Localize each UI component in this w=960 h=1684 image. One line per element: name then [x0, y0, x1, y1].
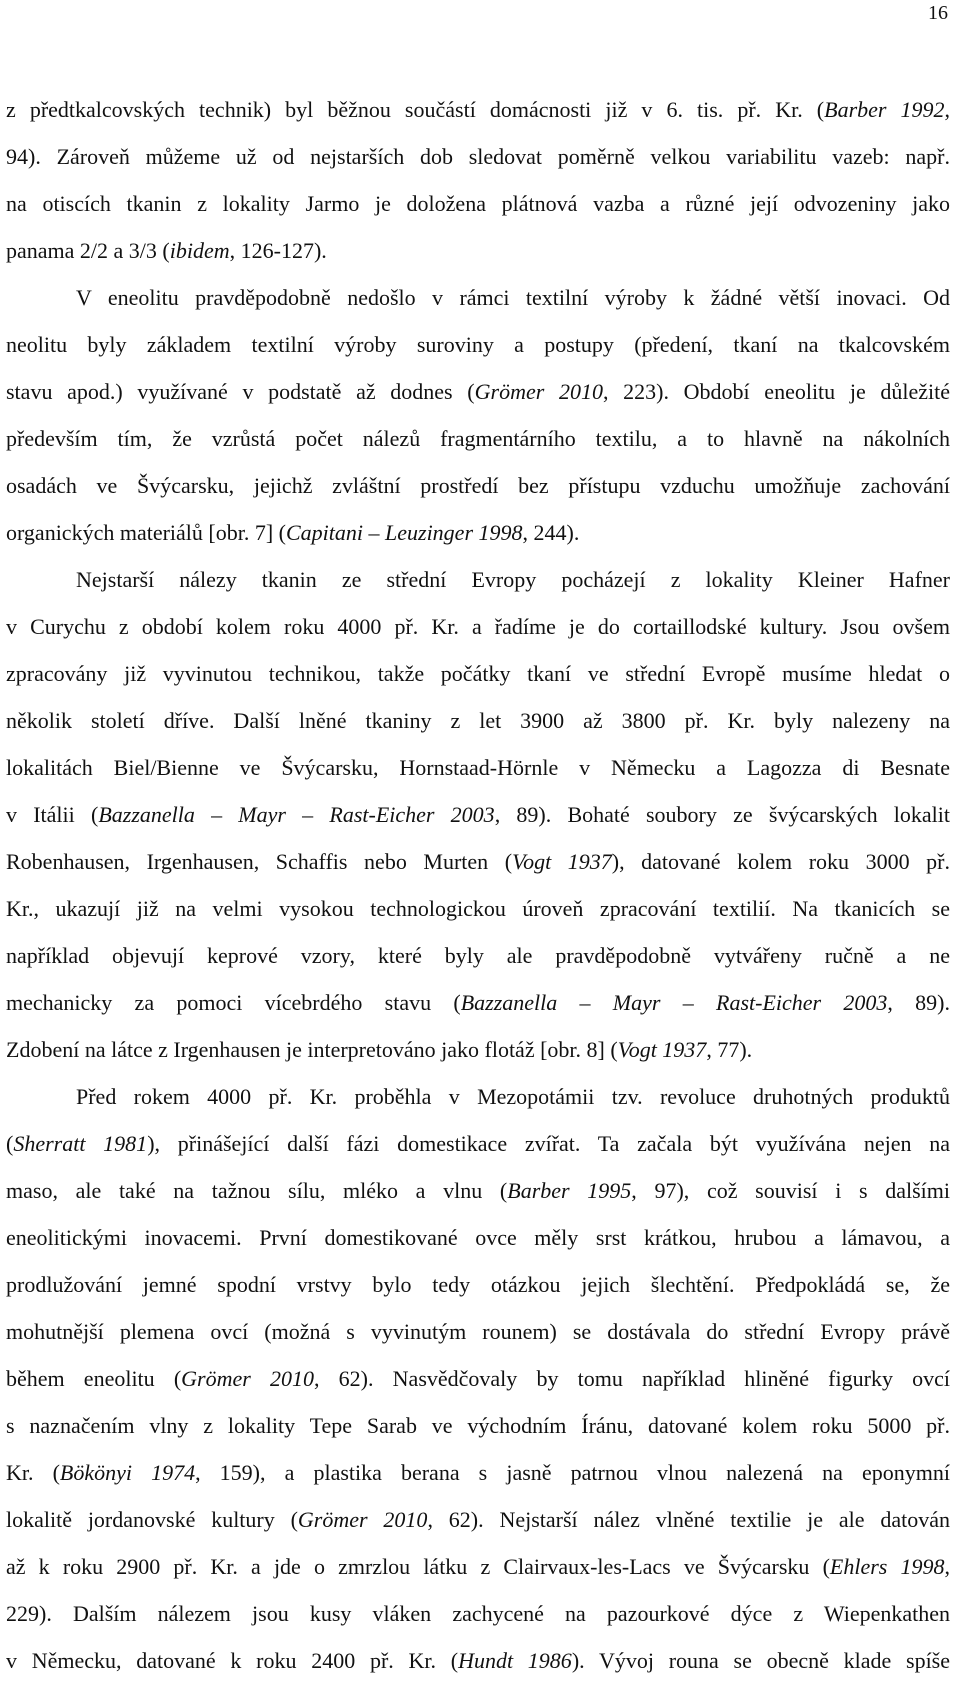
text-line: v Curychu z období kolem roku 4000 př. Kr. a řadíme je do cortaillodské kultury. Jsou ovšem [6, 614, 950, 639]
text-line: organických materiálů [obr. 7] (Capitani – Leuzinger 1998, 244). [6, 520, 580, 545]
text-line: Robenhausen, Irgenhausen, Schaffis nebo Murten (Vogt 1937), datované kolem roku 3000 př. [6, 849, 950, 874]
text-line: v Německu, datované k roku 2400 př. Kr. (Hundt 1986). Vývoj rouna se obecně klade spíše [6, 1648, 950, 1673]
text-line: během eneolitu (Grömer 2010, 62). Nasvědčovaly by tomu například hliněné figurky ovcí [6, 1366, 950, 1391]
text-line: (Sherratt 1981), přinášející další fázi domestikace zvířat. Ta začala být využívána nejen na [6, 1131, 950, 1156]
text-line: panama 2/2 a 3/3 (ibidem, 126-127). [6, 238, 327, 263]
text-line: mohutnější plemena ovcí (možná s vyvinutým rounem) se dostávala do střední Evropy právě [6, 1319, 950, 1344]
text-line: až k roku 2900 př. Kr. a jde o zmrzlou látku z Clairvaux-les-Lacs ve Švýcarsku (Ehlers 1998, [6, 1554, 950, 1579]
document-body [6, 86, 950, 1684]
text-line: Před rokem 4000 př. Kr. proběhla v Mezopotámii tzv. revoluce druhotných produktů [76, 1084, 950, 1109]
text-line: Nejstarší nálezy tkanin ze střední Evropy pocházejí z lokality Kleiner Hafner [76, 567, 950, 592]
page-number: 16 [928, 2, 948, 24]
text-line: V eneolitu pravděpodobně nedošlo v rámci textilní výroby k žádné větší inovaci. Od [76, 285, 950, 310]
text-line: lokalitách Biel/Bienne ve Švýcarsku, Hornstaad-Hörnle v Německu a Lagozza di Besnate [6, 755, 950, 780]
text-line: Kr., ukazují již na velmi vysokou technologickou úroveň zpracování textilií. Na tkanicích se [6, 896, 950, 921]
text-line: z předtkalcovských technik) byl běžnou součástí domácnosti již v 6. tis. př. Kr. (Barber 1992, [6, 97, 950, 122]
text-line: stavu apod.) využívané v podstatě až dodnes (Grömer 2010, 223). Období eneolitu je důležité [6, 379, 950, 404]
text-line: maso, ale také na tažnou sílu, mléko a vlnu (Barber 1995, 97), což souvisí i s dalšími [6, 1178, 950, 1203]
text-line: neolitu byly základem textilní výroby suroviny a postupy (předení, tkaní na tkalcovském [6, 332, 950, 357]
text-line: Zdobení na látce z Irgenhausen je interpretováno jako flotáž [obr. 8] (Vogt 1937, 77). [6, 1037, 753, 1062]
text-line: 94). Zároveň můžeme už od nejstarších dob sledovat poměrně velkou variabilitu vazeb: např. [6, 144, 950, 169]
text-line: v Itálii (Bazzanella – Mayr – Rast-Eicher 2003, 89). Bohaté soubory ze švýcarských lokalit [6, 802, 950, 827]
text-line: lokalitě jordanovské kultury (Grömer 2010, 62). Nejstarší nález vlněné textilie je ale datován [6, 1507, 950, 1532]
text-line: 229). Dalším nálezem jsou kusy vláken zachycené na pazourkové dýce z Wiepenkathen [6, 1601, 950, 1626]
text-line: několik století dříve. Další lněné tkaniny z let 3900 až 3800 př. Kr. byly nalezeny na [6, 708, 950, 733]
text-line: Kr. (Bökönyi 1974, 159), a plastika berana s jasně patrnou vlnou nalezená na eponymní [6, 1460, 950, 1485]
text-line: na otiscích tkanin z lokality Jarmo je doložena plátnová vazba a různé její odvozeniny jako [6, 191, 950, 216]
text-line: prodlužování jemné spodní vrstvy bylo tedy otázkou jejich šlechtění. Předpokládá se, že [6, 1272, 950, 1297]
text-line: zpracovány již vyvinutou technikou, takže počátky tkaní ve střední Evropě musíme hledat o [6, 661, 950, 686]
text-line: eneolitickými inovacemi. První domestikované ovce měly srst krátkou, hrubou a lámavou, a [6, 1225, 950, 1250]
text-line: mechanicky za pomoci vícebrdého stavu (Bazzanella – Mayr – Rast-Eicher 2003, 89). [6, 990, 950, 1015]
text-line: s naznačením vlny z lokality Tepe Sarab ve východním Íránu, datované kolem roku 5000 př. [6, 1413, 950, 1438]
text-line: například objevují keprové vzory, které byly ale pravděpodobně vytvářeny ručně a ne [6, 943, 950, 968]
text-line: především tím, že vzrůstá počet nálezů fragmentárního textilu, a to hlavně na nákolních [6, 426, 950, 451]
text-line: osadách ve Švýcarsku, jejichž zvláštní prostředí bez přístupu vzduchu umožňuje zachování [6, 473, 950, 498]
